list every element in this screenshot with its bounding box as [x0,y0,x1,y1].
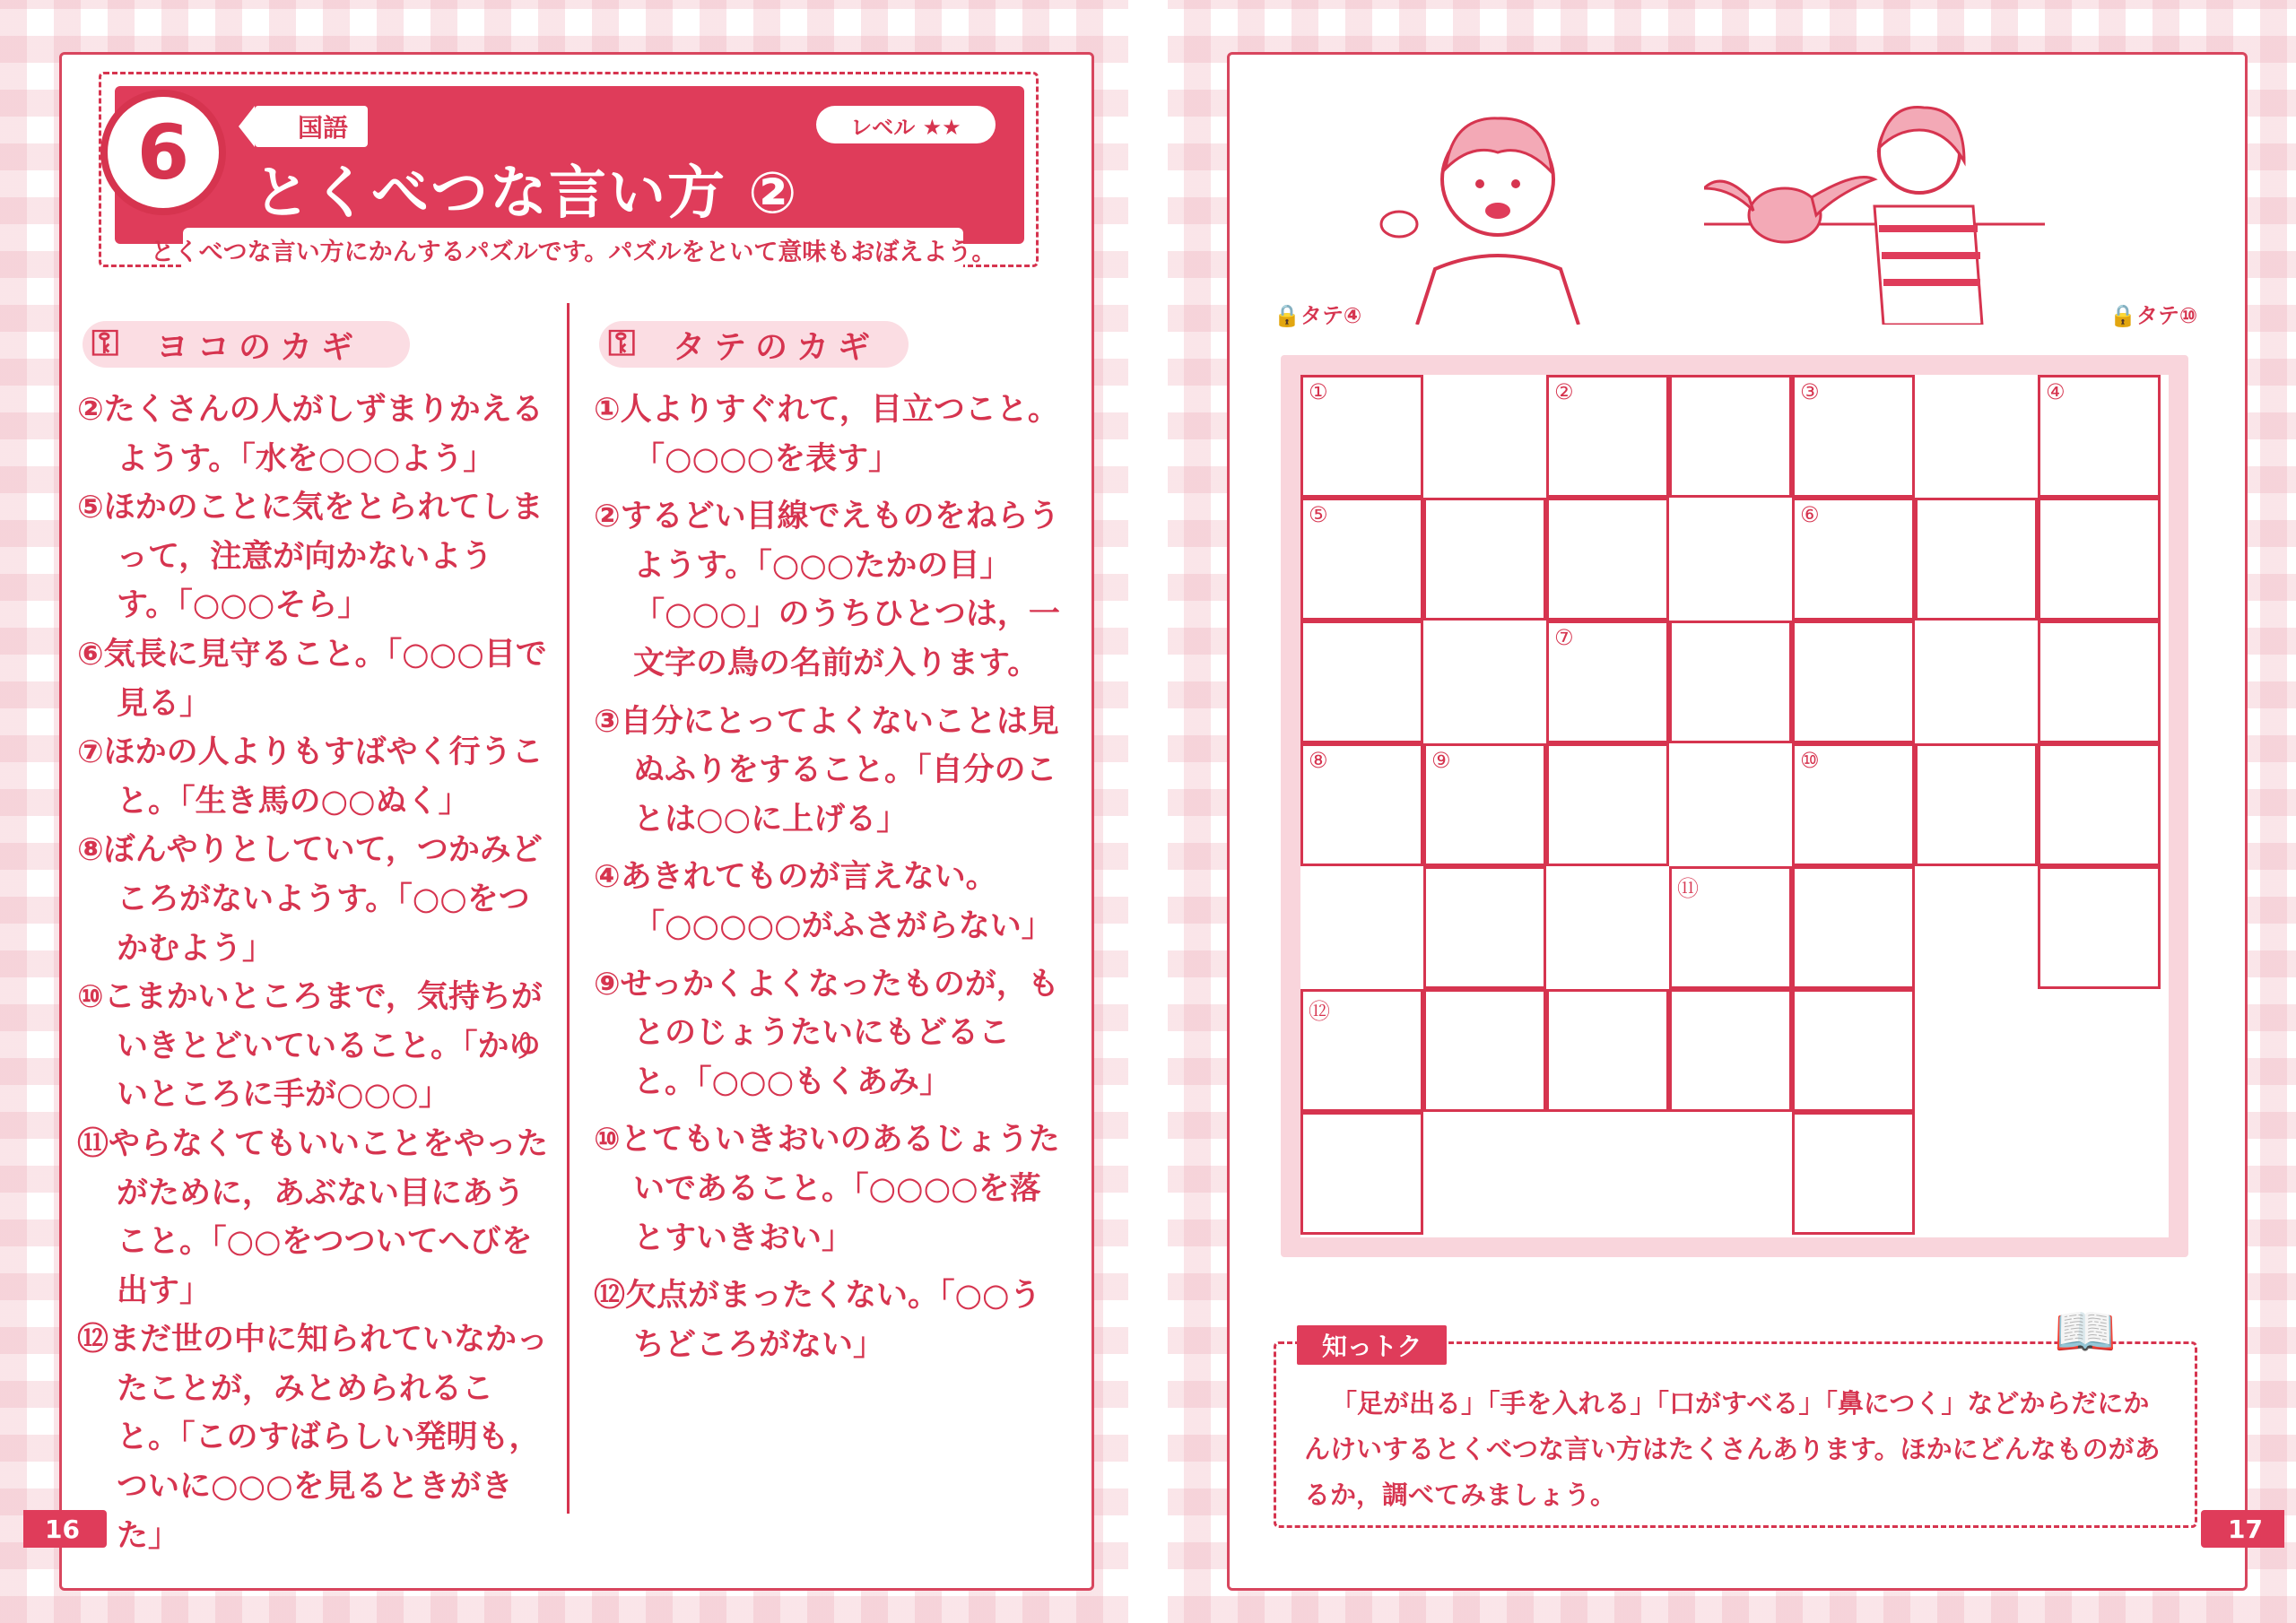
grid-cell[interactable]: ⑫ [1300,989,1423,1112]
grid-cell[interactable] [1546,989,1669,1112]
yoko-clue: ⑩こまかいところまで，気持ちがいきとどいていること。「かゆいところに手が○○○」 [77,979,543,1114]
page-number-right: 17 [2201,1510,2284,1548]
grid-cell[interactable] [1300,1112,1423,1235]
grid-cell[interactable] [1300,621,1423,743]
page-number-left: 16 [23,1510,107,1548]
tate-heading-label: タテのカギ [673,328,880,366]
tate-clues-heading [599,321,909,368]
grid-cell[interactable]: ① [1300,375,1423,498]
yoko-clue: ⑪やらなくてもいいことをやったがために，あぶない目にあうこと。「○○をつついてへびを出す」 [77,1125,549,1309]
hint-label-right: 🔒タテ⑩ [2109,303,2198,328]
crossword-grid [1300,375,2169,1237]
yoko-clue: ②たくさんの人がしずまりかえるようす。「水を○○○よう」 [77,392,544,477]
grid-cell[interactable]: ⑨ [1423,743,1546,866]
lock-icon: 🔒 [1274,303,1300,328]
grid-cell[interactable] [1792,866,1915,989]
grid-cell[interactable]: ② [1546,375,1669,498]
yoko-clue: ⑧ぼんやりとしていて，つかみどころがないようす。「○○をつかむよう」 [77,832,543,967]
tate-clue: ②するどい目線でえものをねらうようす。「○○○たかの目」「○○○」のうちひとつは，一文字の鳥の名前が入ります。 [594,499,1060,681]
tate-clue: ④あきれてものが言えない。「○○○○○がふさがらない」 [594,859,1053,944]
book-icon: 📖 [2054,1303,2117,1361]
page-title: とくべつな言い方 ② [253,161,799,227]
boy-illustration [1363,90,1632,325]
key-icon: ⚿ [91,323,119,364]
grid-cell[interactable] [2038,498,2161,621]
grid-cell[interactable] [2038,866,2161,989]
grid-cell[interactable]: ⑦ [1546,621,1669,743]
info-text: 「足が出る」「手を入れる」「口がすべる」「鼻につく」などからだにかんけいするとくべつな言い方はたくさんあります。ほかにどんなものがあるか，調べてみましょう。 [1304,1388,2161,1510]
yoko-clues-heading [83,321,410,368]
tate-clue: ⑨せっかくよくなったものが，もとのじょうたいにもどること。「○○○もくあみ」 [594,966,1059,1100]
tate-clue: ⑩とてもいきおいのあるじょうたいであること。「○○○○を落とすいきおい」 [594,1122,1060,1256]
grid-cell[interactable] [1915,743,2038,866]
grid-cell[interactable] [1423,989,1546,1112]
grid-cell[interactable] [2038,743,2161,866]
tate-clue: ①人よりすぐれて，目立つこと。「○○○○を表す」 [594,392,1059,477]
grid-cell[interactable] [1792,989,1915,1112]
grid-cell[interactable] [1669,989,1792,1112]
grid-cell[interactable] [2038,621,2161,743]
lock-icon: 🔒 [2109,303,2136,328]
yoko-heading-label: ヨコのカギ [156,328,363,366]
info-tag: 知っトク [1297,1325,1447,1365]
grid-cell[interactable] [1423,498,1546,621]
yoko-clue: ⑥気長に見守ること。「○○○目で見る」 [77,636,547,722]
hint-label-left: 🔒タテ④ [1274,303,1362,328]
subject-tag: 国語 [255,106,368,147]
grid-cell[interactable] [1546,743,1669,866]
tate-clue: ③自分にとってよくないことは見ぬふりをすること。「自分のことは○○に上げる」 [594,703,1059,838]
grid-cell[interactable]: ⑤ [1300,498,1423,621]
grid-cell[interactable]: ⑩ [1792,743,1915,866]
grid-cell[interactable] [1915,498,2038,621]
key-icon: ⚿ [608,323,636,364]
grid-cell[interactable] [1792,1112,1915,1235]
grid-cell[interactable] [1669,375,1792,498]
grid-cell[interactable] [1546,498,1669,621]
grid-cell[interactable]: ④ [2038,375,2161,498]
grid-cell[interactable] [1669,621,1792,743]
grid-cell[interactable] [1423,866,1546,989]
description: とくべつな言い方にかんするパズルです。パズルをといて意味もおぼえよう。 [183,228,963,271]
grid-cell[interactable]: ⑪ [1669,866,1792,989]
girl-and-bird-illustration [1704,90,2045,325]
yoko-clue: ⑦ほかの人よりもすばやく行うこと。「生き馬の○○ぬく」 [77,734,544,820]
grid-cell[interactable] [1792,621,1915,743]
grid-cell[interactable]: ③ [1792,375,1915,498]
yoko-clue-list [77,386,551,1560]
level-badge: レベル ★★ [816,106,996,143]
tate-clue: ⑫欠点がまったくない。「○○うちどころがない」 [594,1278,1041,1363]
page-spine [1128,0,1168,1623]
puzzle-number: 6 [100,90,226,215]
grid-cell[interactable]: ⑥ [1792,498,1915,621]
tate-clue-list [594,386,1060,1378]
column-divider [567,303,570,1514]
yoko-clue: ⑤ほかのことに気をとられてしまって，注意が向かないようす。「○○○そら」 [77,490,544,624]
yoko-clue: ⑫まだ世の中に知られていなかったことが，みとめられること。「このすばらしい発明も，ついに○○○を見るときがきた」 [77,1322,549,1554]
grid-cell[interactable]: ⑧ [1300,743,1423,866]
